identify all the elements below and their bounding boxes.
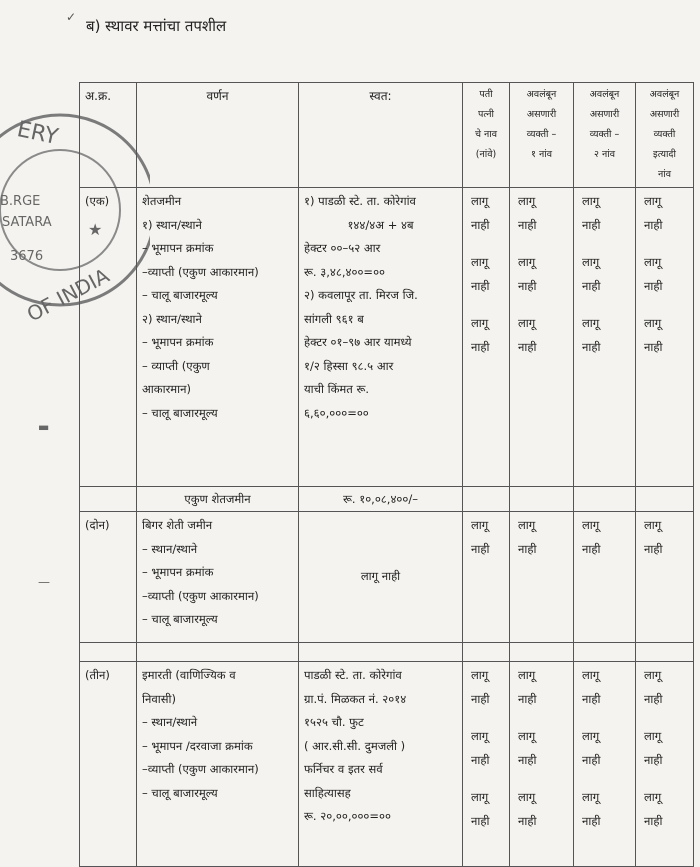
stamp-star: ★ [88, 220, 103, 239]
spacer-row [80, 643, 694, 662]
row2-dependent-2: लागू नाही [574, 512, 636, 643]
row3-dependent-3: लागू नाही लागू नाही लागू नाही [636, 662, 694, 867]
header-dependent-1: अवलंबून असणारी व्यक्ती – १ नांव [510, 83, 574, 188]
tick-mark: ✓ [66, 10, 77, 24]
stamp-bottom-text: OF INDIA [22, 263, 114, 327]
total-value: रू. १०,०८,४००/– [299, 487, 463, 512]
stamp-inner-2: SATARA [2, 215, 52, 230]
stamp-top-text: ERY [14, 117, 61, 151]
stamp-inner-1: B.RGE [0, 194, 41, 209]
row1-description: शेतजमीन १) स्थान/स्थाने – भूमापन क्रमांक –व्याप्ती (एकुण आकारमान) – चालू बाजारमूल्य २) स्थान/स्थाने – भूमापन क्रमांक – व्याप्ती (एकुण आकारमान) – चालू बाजारमूल्य [137, 188, 299, 487]
row1-spouse: लागू नाही लागू नाही लागू नाही [463, 188, 510, 487]
row2-spouse: लागू नाही [463, 512, 510, 643]
header-sr: अ.क्र. [80, 83, 137, 188]
header-dependent-2: अवलंबून असणारी व्यक्ती – २ नांव [574, 83, 636, 188]
row3-dependent-2: लागू नाही लागू नाही लागू नाही [574, 662, 636, 867]
row3-self: पाडळी स्टे. ता. कोरेगांव ग्रा.पं. मिळकत नं. २०१४ १५२५ चौ. फुट ( आर.सी.सी. दुमजली ) फर्निचर व इतर सर्व साहित्यासह रू. २०,००,०००=०० [299, 662, 463, 867]
row2-self: लागू नाही [299, 512, 463, 643]
table-header-row [80, 83, 694, 188]
scan-dot: ▬ [38, 420, 50, 434]
total-label: एकुण शेतजमीन [137, 487, 299, 512]
row1-sr: (एक) [80, 188, 137, 487]
table-row [80, 662, 694, 867]
row3-description: इमारती (वाणिज्यिक व निवासी) – स्थान/स्थाने – भूमापन /दरवाजा क्रमांक –व्याप्ती (एकुण आकारमान) – चालू बाजारमूल्य [137, 662, 299, 867]
row2-sr: (दोन) [80, 512, 137, 643]
row3-spouse: लागू नाही लागू नाही लागू नाही [463, 662, 510, 867]
page-heading: ब) स्थावर मत्तांचा तपशील [86, 17, 227, 35]
header-spouse: पती पत्नी चे नाव (नांवे) [463, 83, 510, 188]
property-table [79, 82, 694, 867]
row2-description: बिगर शेती जमीन – स्थान/स्थाने – भूमापन क्रमांक –व्याप्ती (एकुण आकारमान) – चालू बाजारमूल्य [137, 512, 299, 643]
table-row [80, 512, 694, 643]
stamp-inner-3: 3676 [10, 249, 44, 264]
total-row [80, 487, 694, 512]
header-dependent-3: अवलंबून असणारी व्यक्ती इत्यादी नांव [636, 83, 694, 188]
table-row [80, 188, 694, 487]
row3-sr: (तीन) [80, 662, 137, 867]
row1-self: १) पाडळी स्टे. ता. कोरेगांव १४४/४अ + ४ब हेक्टर ००–५२ आर रू. ३,४८,४००=०० २) कवलापूर ता. मिरज जि. सांगली ९६१ ब हेक्टर ०१–९७ आर यामध्ये १/२ हिस्सा ९८.५ आर याची किंमत रू. ६,६०,०००=०० [299, 188, 463, 487]
row1-dependent-1: लागू नाही लागू नाही लागू नाही [510, 188, 574, 487]
header-self: स्वत: [299, 83, 463, 188]
scan-dot: — [38, 575, 50, 589]
row1-dependent-2: लागू नाही लागू नाही लागू नाही [574, 188, 636, 487]
row1-dependent-3: लागू नाही लागू नाही लागू नाही [636, 188, 694, 487]
header-description: वर्णन [137, 83, 299, 188]
row2-dependent-3: लागू नाही [636, 512, 694, 643]
row2-dependent-1: लागू नाही [510, 512, 574, 643]
row3-dependent-1: लागू नाही लागू नाही लागू नाही [510, 662, 574, 867]
